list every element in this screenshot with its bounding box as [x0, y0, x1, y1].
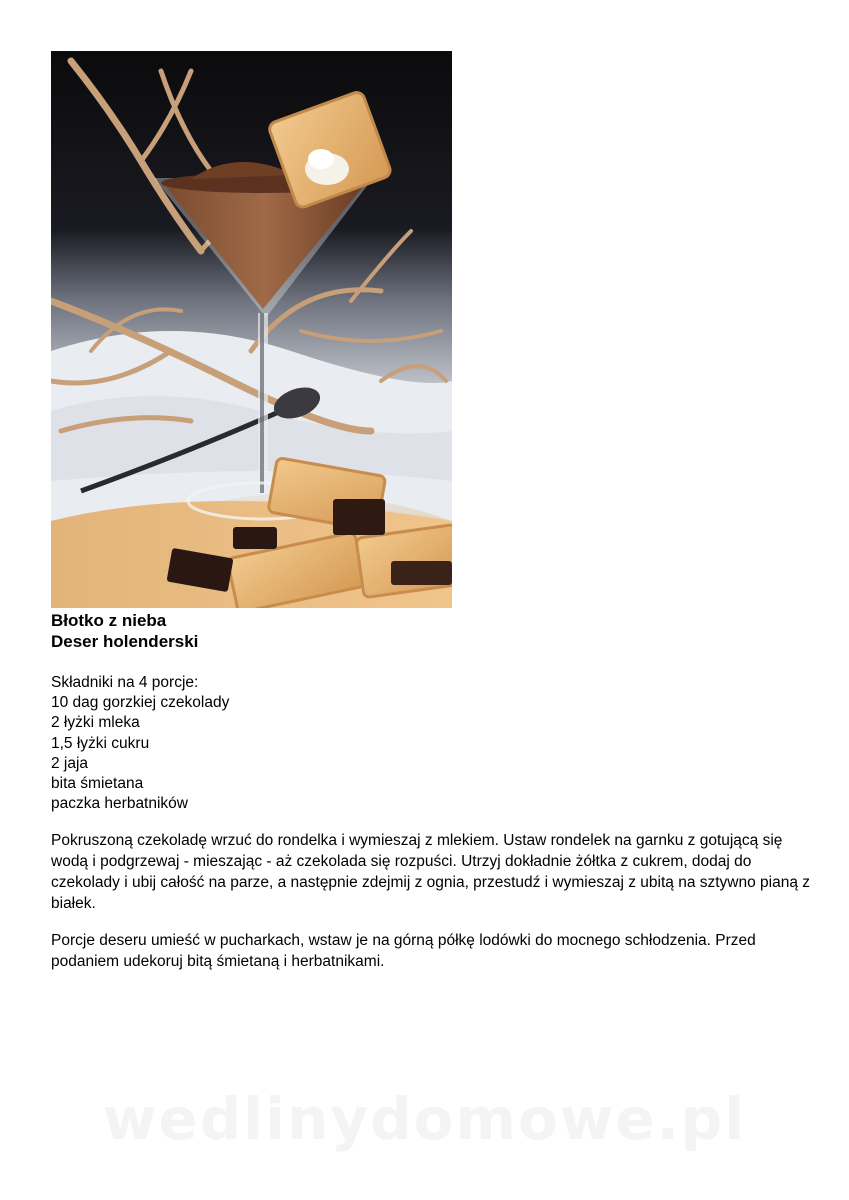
watermark: wedlinydomowe.pl — [102, 1085, 747, 1153]
ingredient-item: bita śmietana — [51, 775, 144, 793]
ingredient-item: paczka herbatników — [51, 795, 188, 813]
ingredients-heading: Składniki na 4 porcje: — [51, 674, 199, 691]
instructions-paragraph-1: Pokruszoną czekoladę wrzuć do rondelka i wymieszaj z mlekiem. Ustaw rondelek na garnku z gotującą się wodą i podgrzewaj - mieszając - aż czekolada się rozpuści. Utrzyj dokładnie żółtka z cukrem, dodaj do czekolady i ubij całość na parze, a następnie zdejmij z ognia, przestudź i wymieszaj z ubitą na sztywno pianą z białek. — [51, 832, 811, 912]
recipe-title-block — [51, 610, 198, 652]
ingredients-list — [51, 673, 229, 814]
dessert-photo — [51, 51, 452, 608]
ingredient-item: 2 jaja — [51, 754, 89, 772]
instructions-paragraph-2: Porcje deseru umieść w pucharkach, wstaw je na górną półkę lodówki do mocnego schłodzenia. Przed podaniem udekoruj bitą śmietaną i herbatnikami. — [51, 932, 756, 970]
recipe-subtitle: Deser holenderski — [51, 632, 199, 651]
recipe-title: Błotko z nieba — [51, 611, 167, 630]
ingredient-item: 1,5 łyżki cukru — [51, 734, 150, 752]
ingredient-item: 2 łyżki mleka — [51, 714, 140, 732]
ingredient-item: 10 dag gorzkiej czekolady — [51, 694, 230, 712]
